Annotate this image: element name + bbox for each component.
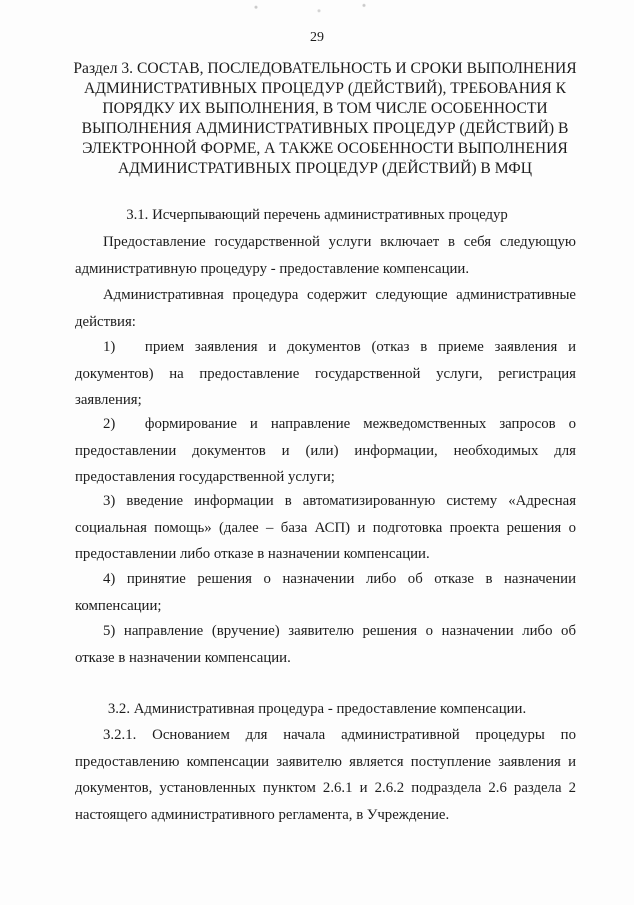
section-heading: Раздел 3. СОСТАВ, ПОСЛЕДОВАТЕЛЬНОСТЬ И СРОКИ ВЫПОЛНЕНИЯ АДМИНИСТРАТИВНЫХ ПРОЦЕДУР (ДЕЙСТВИЙ), ТРЕБОВАНИЯ К ПОРЯДКУ ИХ ВЫПОЛНЕНИЯ, В ТОМ ЧИСЛЕ ОСОБЕННОСТИ ВЫПОЛНЕНИЯ АДМИНИСТРАТИВНЫХ ПРОЦЕДУР (ДЕЙСТВИЙ) В ЭЛЕКТРОННОЙ ФОРМЕ, А ТАКЖЕ ОСОБЕННОСТИ ВЫПОЛНЕНИЯ АДМИНИСТРАТИВНЫХ ПРОЦЕДУР (ДЕЙСТВИЙ) В МФЦ bbox=[73, 60, 577, 177]
subsection-heading-3-2: 3.2. Административная процедура - предоставление компенсации. bbox=[107, 701, 527, 717]
page-number: 29 bbox=[310, 30, 324, 45]
subsection-heading-3-1: 3.1. Исчерпывающий перечень административных процедур bbox=[126, 207, 508, 223]
list-item: 3) введение информации в автоматизированную систему «Адресная социальная помощь» (далее – база АСП) и подготовка проекта решения о предоставлении либо отказе в назначении компенсации. bbox=[75, 493, 576, 562]
paragraph-3-2-1: 3.2.1. Основанием для начала административной процедуры по предоставлению компенсации заявителю является поступление заявления и документов, установленных пунктом 2.6.1 и 2.6.2 подраздела 2.6 раздела 2 настоящего административного регламента, в Учреждение. bbox=[75, 727, 576, 823]
list-item: 4) принятие решения о назначении либо об отказе в назначении компенсации; bbox=[75, 571, 576, 614]
paragraph-intro: Предоставление государственной услуги включает в себя следующую административную процедуру - предоставление компенсации. bbox=[75, 234, 576, 277]
scan-artifact bbox=[220, 0, 400, 18]
paragraph-actions: Административная процедура содержит следующие административные действия: bbox=[75, 287, 576, 330]
list-item: 5) направление (вручение) заявителю решения о назначении либо об отказе в назначении компенсации. bbox=[75, 623, 576, 666]
list-item: 1) прием заявления и документов (отказ в приеме заявления и документов) на предоставление государственной услуги, регистрация заявления; bbox=[75, 339, 576, 408]
list-item: 2) формирование и направление межведомственных запросов о предоставлении документов и (или) информации, необходимых для предоставления государственной услуги; bbox=[75, 416, 576, 485]
